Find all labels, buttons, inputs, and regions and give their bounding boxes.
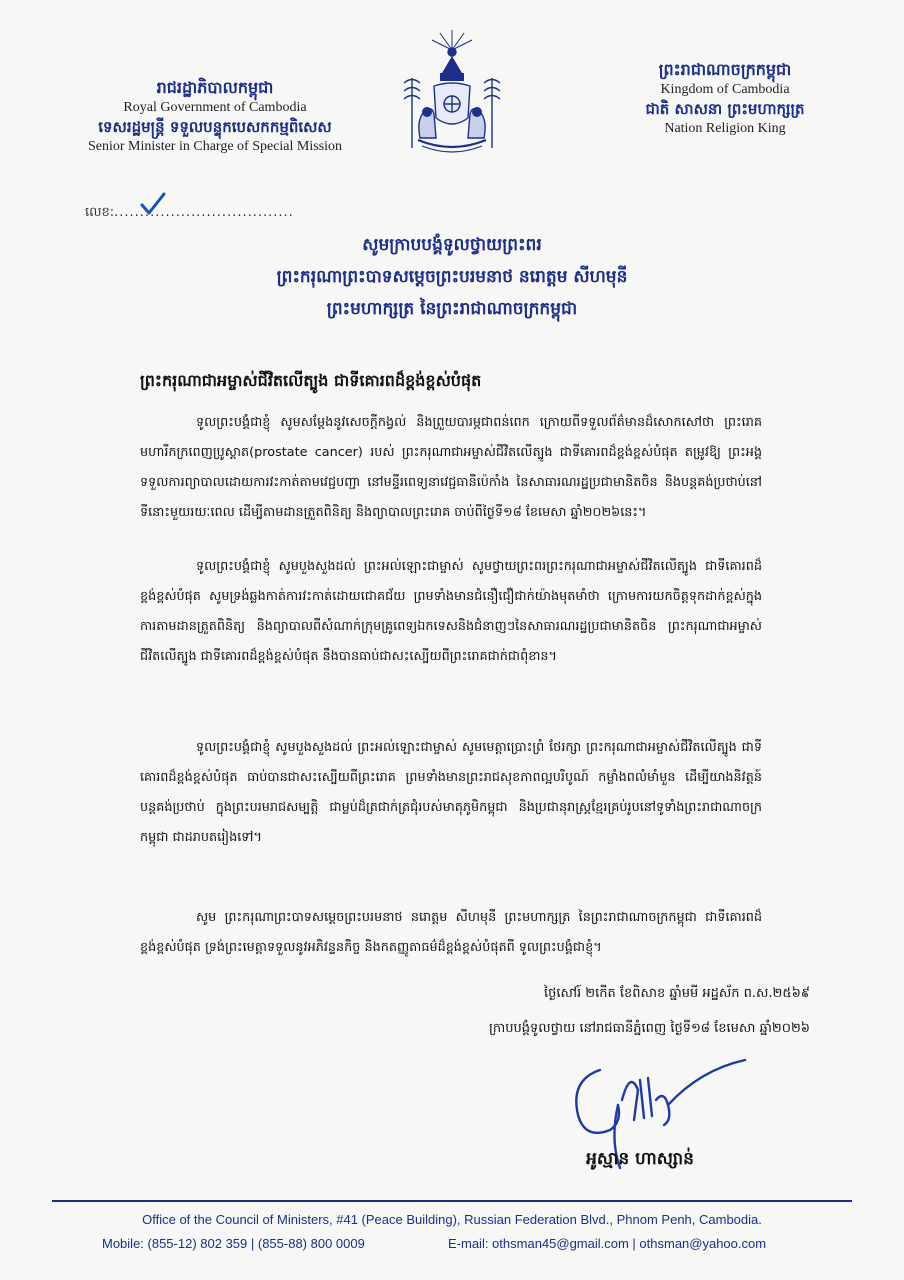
ref-label: លេខ:	[85, 205, 115, 220]
header-right	[605, 60, 845, 138]
motto-kh: ជាតិ សាសនា ព្រះមហាក្សត្រ	[645, 100, 805, 118]
gov-en: Royal Government of Cambodia	[123, 100, 307, 115]
signer-name: អូស្មាន ហាស្សាន់	[586, 1149, 694, 1169]
footer-phones: Mobile: (855-12) 802 359 | (855-88) 800 0009	[102, 1236, 365, 1251]
date-lunar: ថ្ងៃសៅរ៍ ២កើត ខែពិសាខ ឆ្នាំមមី អដ្ឋស័ក ព.ស.២៥៦៩	[543, 986, 810, 1001]
title-line-3: ព្រះមហាក្សត្រ នៃព្រះរាជាណាចក្រកម្ពុជា	[326, 299, 578, 319]
date-solar: ក្រាបបង្គំទូលថ្វាយ នៅរាជធានីភ្នំពេញ ថ្ងៃទី១៨ ខែមេសា ឆ្នាំ២០២៦	[489, 1021, 810, 1036]
paragraph-1: ទូលព្រះបង្គំជាខ្ញុំ សូមសម្តែងនូវសេចក្តីកង្វល់ និងព្រួយបារម្ភជាពន់ពេក ក្រោយពីទទួលព័ត៌មានដ៏សោកសៅថា ព្រះរោគមហារីកក្រពេញប្រូស្តាត(prostate cancer) របស់ ព្រះករុណាជាអម្ចាស់ជីវិតលើត្បូង ជាទីគោរពដ៏ខ្ពង់ខ្ពស់បំផុត តម្រូវឱ្យ ព្រះអង្គ ទទួលការព្យាបាលដោយការវះកាត់តាមវេជ្ជបញ្ជា នៅមន្ទីរពេទ្យនាវេជ្ជធានីប៉េកាំង នៃសាធារណរដ្ឋប្រជាមានិតចិន និងបន្តគង់ប្រថាប់នៅទីនោះមួយរយៈពេល ដើម្បីតាមដានត្រួតពិនិត្យ និងព្យាបាលព្រះរោគ ចាប់ពីថ្ងៃទី១៨ ខែមេសា ឆ្នាំ២០២៦នេះ។	[140, 415, 762, 520]
kingdom-en: Kingdom of Cambodia	[660, 82, 790, 97]
header-left	[70, 78, 360, 156]
checkmark-icon	[140, 192, 166, 216]
motto-en: Nation Religion King	[664, 121, 786, 136]
paragraph-4: សូម ព្រះករុណាព្រះបាទសម្តេចព្រះបរមនាថ នរោត្តម សីហមុនី ព្រះមហាក្សត្រ នៃព្រះរាជាណាចក្រកម្ពុជា ជាទីគោរពដ៏ខ្ពង់ខ្ពស់បំផុត ទ្រង់ព្រះមេត្តាទទួលនូវអភិវន្ទនកិច្ច និងកតញ្ញូតាធម៌ដ៏ខ្ពង់ខ្ពស់បំផុតពី ទូលព្រះបង្គំជាខ្ញុំ។	[140, 910, 762, 955]
gov-kh: រាជរដ្ឋាភិបាលកម្ពុជា	[156, 78, 274, 97]
paragraph-2: ទូលព្រះបង្គំជាខ្ញុំ សូមបួងសួងដល់ ព្រះអល់ឡោះជាម្ចាស់ សូមថ្វាយព្រះពរព្រះករុណាជាអម្ចាស់ជីវិតលើត្បូង ជាទីគោរពដ៏ខ្ពង់ខ្ពស់បំផុត សូមទ្រង់ឆ្លងកាត់ការវះកាត់ដោយជោគជ័យ ព្រមទាំងមានជំនឿជឿជាក់យ៉ាងមុតមាំថា ក្រោមការយកចិត្តទុកដាក់ខ្ពស់ក្នុងការតាមដានត្រួតពិនិត្យ និងព្យាបាលពីសំណាក់ក្រុមគ្រូពេទ្យឯកទេសនិងជំនាញៗនៃសាធារណរដ្ឋប្រជាមានិតចិន ព្រះករុណាជាអម្ចាស់ជីវិតលើត្បូង ជាទីគោរពដ៏ខ្ពង់ខ្ពស់បំផុត នឹងបានធាប់ជាសះស្បើយពីព្រះរោគជាក់ជាពុំខាន។	[140, 559, 762, 664]
kingdom-kh: ព្រះរាជាណាចក្រកម្ពុជា	[658, 60, 792, 79]
paragraph-3: ទូលព្រះបង្គំជាខ្ញុំ សូមបួងសួងដល់ ព្រះអល់ឡោះជាម្ចាស់ សូមមេត្តាប្រោះព្រំ ថែរក្សា ព្រះករុណាជាអម្ចាស់ជីវិតលើត្បូង ជាទីគោរពដ៏ខ្ពង់ខ្ពស់បំផុត ធាប់បានជាសះស្បើយពីព្រះរោគ ព្រមទាំងមានព្រះរាជសុខភាពល្អបរិបូណ៍ កម្លាំងពលំមាំមួន ដើម្បីយាងនិវត្តន៍បន្តគង់ប្រថាប់ ក្នុងព្រះបរមរាជសម្បត្តិ ជាម្លប់ដ៏ត្រជាក់ត្រជុំរបស់មាតុភូមិកម្ពុជា និងប្រជានុរាស្ត្រខ្មែរគ្រប់រូបនៅទូទាំងព្រះរាជាណាចក្រកម្ពុជា ជាដរាបតរៀងទៅ។	[140, 740, 762, 845]
reference-number	[85, 204, 294, 223]
title-line-2: ព្រះករុណាព្រះបាទសម្តេចព្រះបរមនាថ នរោត្តម សីហមុនី	[276, 267, 628, 287]
ref-dots: ...................................	[114, 205, 294, 220]
footer-address: Office of the Council of Ministers, #41 (Peace Building), Russian Federation Blvd., Phnom Penh, Cambodia.	[142, 1212, 762, 1227]
title-line-1: សូមក្រាបបង្គំទូលថ្វាយព្រះពរ	[362, 235, 542, 255]
minister-title-kh: ទេសរដ្ឋមន្ត្រី ទទួលបន្ទុកបេសកកម្មពិសេស	[98, 118, 332, 136]
minister-title-en: Senior Minister in Charge of Special Mission	[87, 139, 343, 154]
salutation: ព្រះករុណាជាអម្ចាស់ជីវិតលើត្បូង ជាទីគោរពដ៏ខ្ពង់ខ្ពស់បំផុត	[140, 371, 482, 390]
footer-rule	[52, 1200, 852, 1202]
royal-emblem-icon	[382, 28, 522, 158]
footer-emails: E-mail: othsman45@gmail.com | othsman@yahoo.com	[448, 1236, 767, 1251]
